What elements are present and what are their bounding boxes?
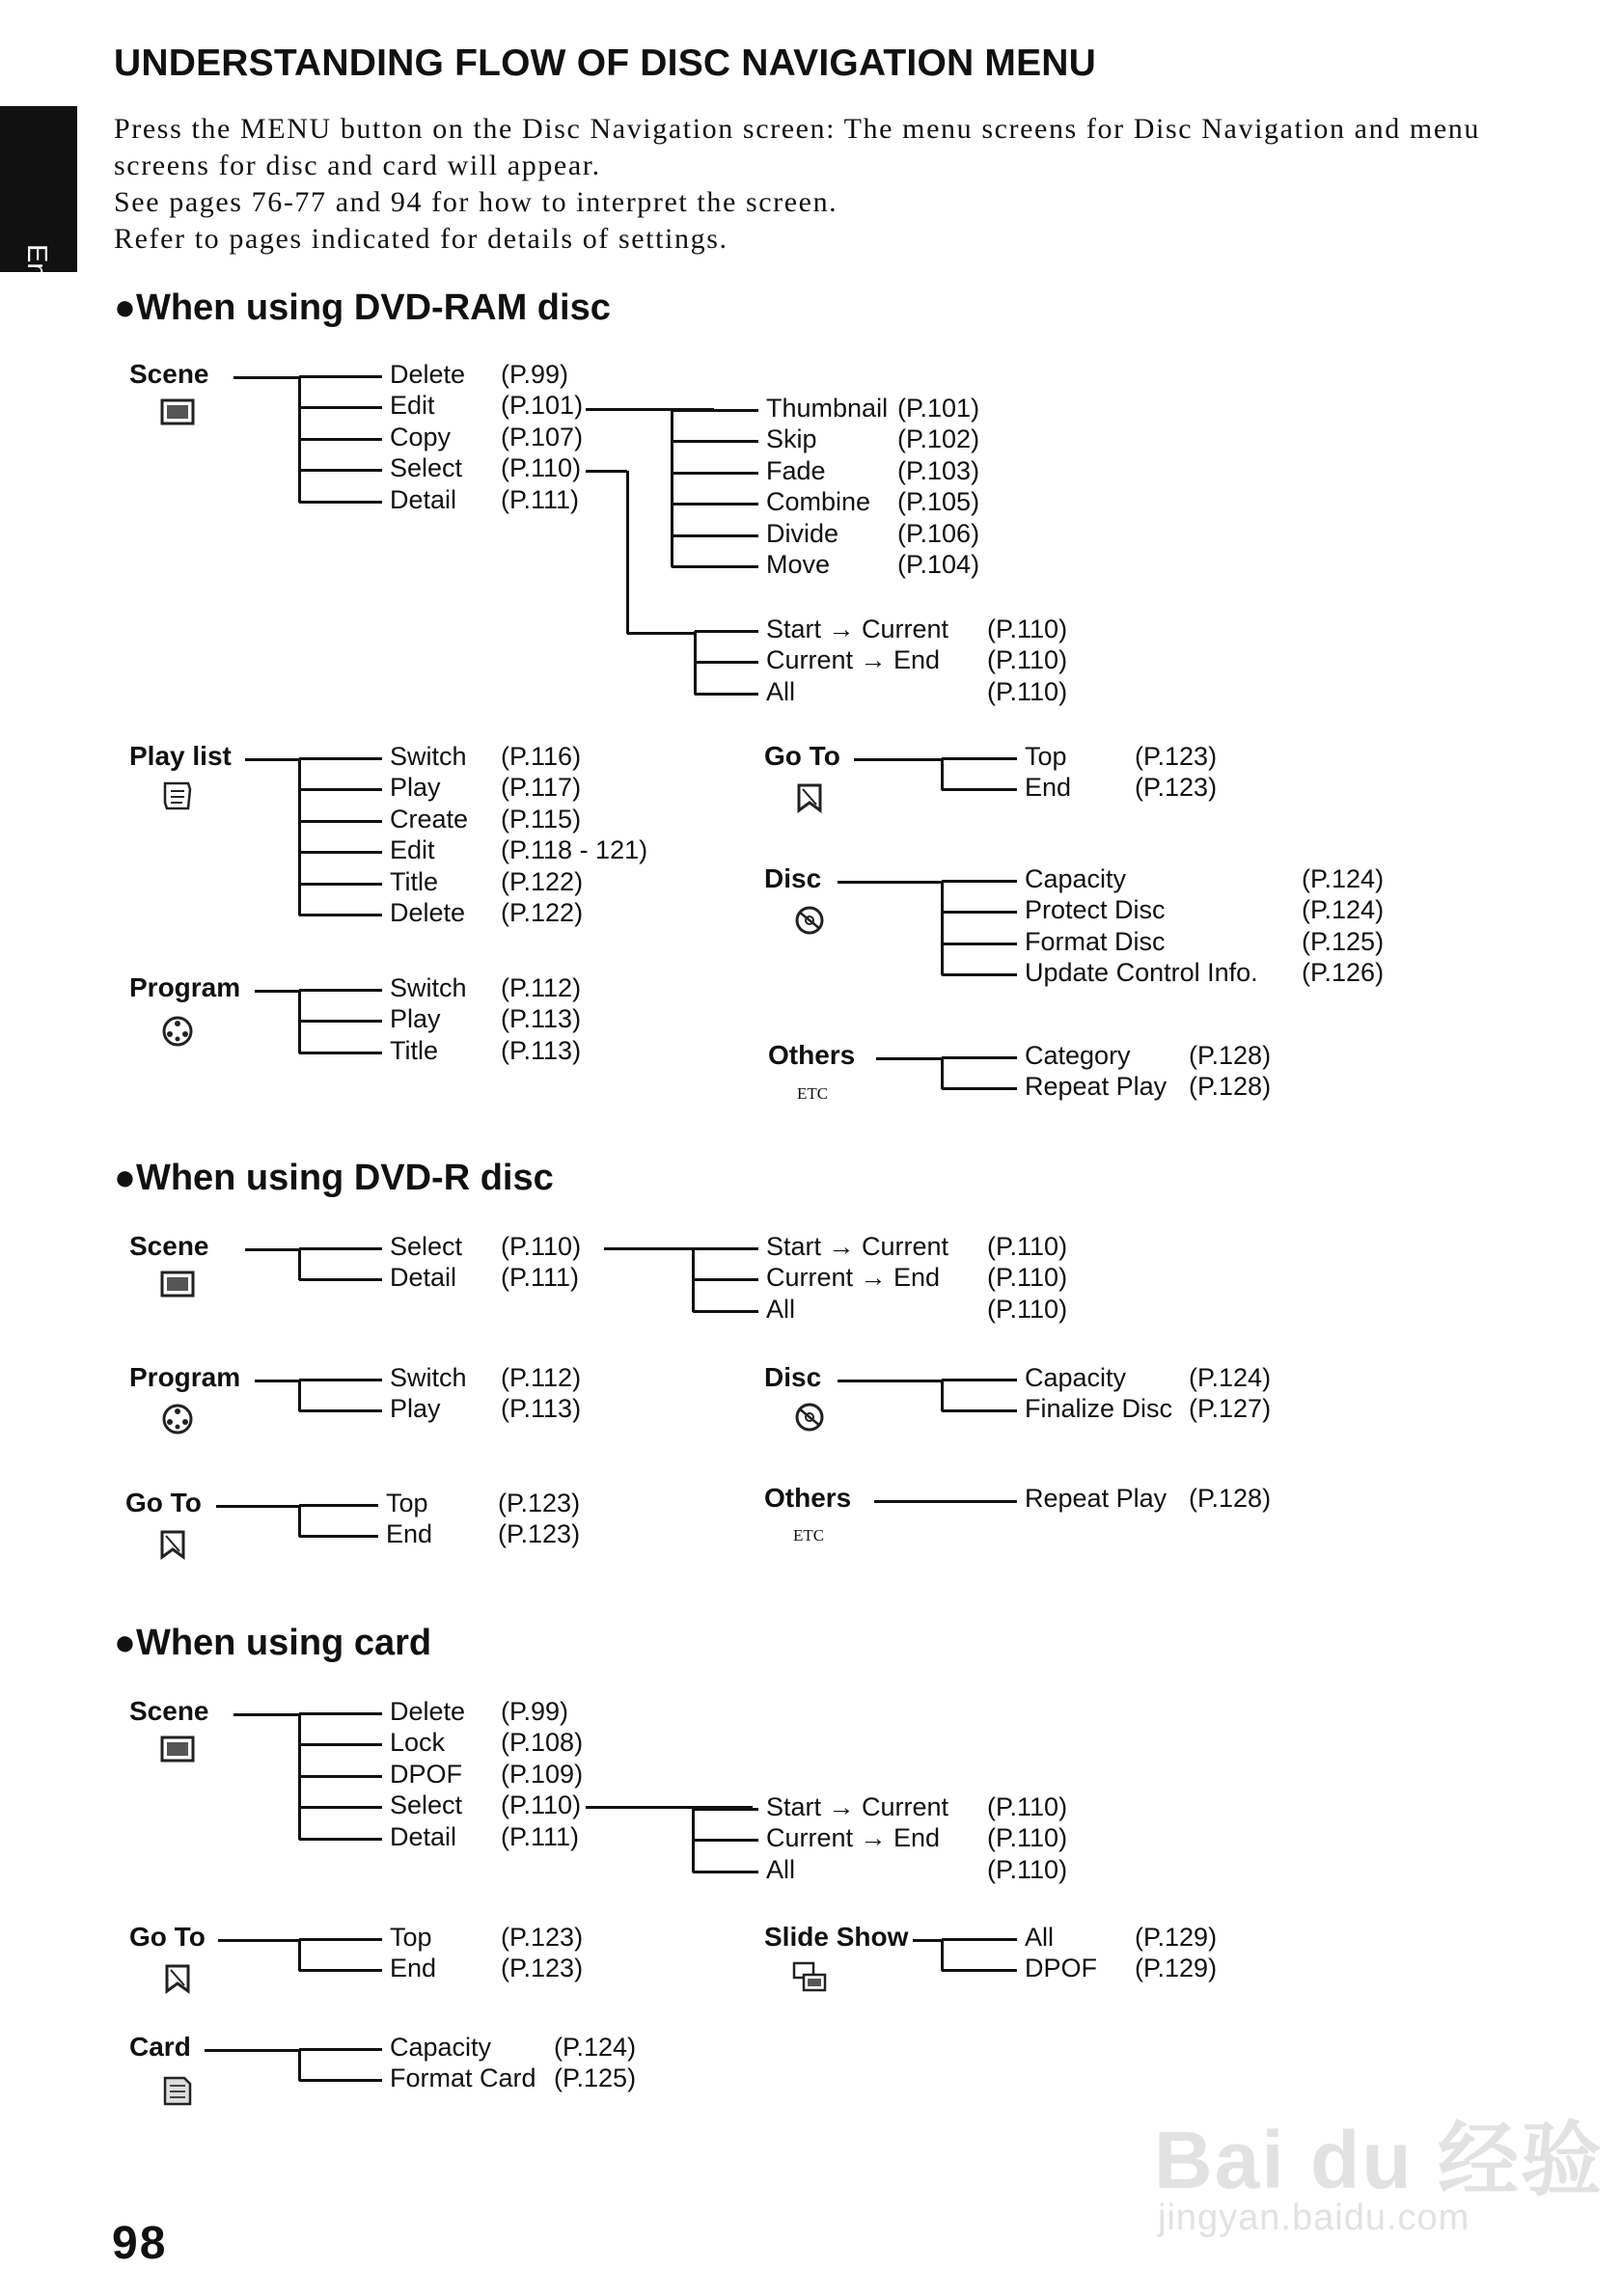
dvdram-edit-sub-item: Combine	[766, 487, 871, 517]
goto-icon	[154, 1526, 191, 1563]
dvdram-playlist-item: Play	[390, 773, 441, 803]
dvdram-playlist-item: Delete	[390, 898, 466, 927]
connector-line	[298, 759, 301, 916]
connector-line	[695, 630, 758, 633]
connector-line	[299, 757, 382, 760]
card-goto-item: Top	[390, 1923, 432, 1952]
card-select-sub-ref: (P.110)	[987, 1854, 1068, 1884]
card-scene-ref: (P.110)	[501, 1790, 582, 1820]
dvdram-playlist-item: Edit	[390, 835, 435, 865]
dvdram-scene-item: Select	[390, 453, 463, 483]
connector-line	[299, 469, 382, 472]
connector-line	[941, 1058, 944, 1089]
scene-icon	[159, 394, 196, 430]
card-card-item: Format Card	[390, 2064, 536, 2093]
dvdram-playlist-ref: (P.117)	[501, 773, 582, 803]
dvdram-select-sub-item: All	[766, 676, 796, 706]
connector-line	[299, 1743, 382, 1746]
dvdram-disc-ref: (P.125)	[1302, 926, 1385, 956]
card-goto-ref: (P.123)	[501, 1954, 584, 1983]
dvdr-disc-ref: (P.127)	[1189, 1394, 1272, 1424]
dvdr-program-label: Program	[129, 1362, 241, 1392]
connector-line	[299, 1775, 382, 1778]
connector-line	[693, 1839, 758, 1842]
connector-line	[299, 1838, 382, 1841]
connector-line	[255, 990, 299, 993]
card-slideshow-item: All	[1025, 1923, 1055, 1952]
dvdram-playlist-label: Play list	[129, 741, 232, 771]
dvdram-edit-sub-ref: (P.102)	[897, 424, 980, 454]
dvdr-goto-label: Go To	[125, 1488, 202, 1517]
connector-line	[942, 880, 1017, 883]
connector-line	[299, 788, 382, 791]
card-scene-item: DPOF	[390, 1759, 463, 1789]
dvdr-goto-item: End	[386, 1519, 433, 1549]
dvdram-disc-ref: (P.126)	[1302, 958, 1385, 988]
dvdram-edit-sub-item: Fade	[766, 455, 826, 485]
dvdram-scene-ref: (P.111)	[501, 484, 580, 514]
connector-line	[942, 1969, 1017, 1972]
dvdram-edit-sub-ref: (P.104)	[897, 550, 980, 579]
language-tab	[0, 106, 77, 337]
slideshow-icon	[791, 1958, 828, 1995]
card-select-sub-ref: (P.110)	[987, 1792, 1068, 1821]
connector-line	[298, 1249, 301, 1280]
goto-icon	[159, 1960, 196, 1997]
dvdram-program-item: Title	[390, 1035, 439, 1065]
dvdram-disc-ref: (P.124)	[1302, 864, 1385, 893]
card-card-ref: (P.124)	[554, 2033, 637, 2062]
connector-line	[299, 989, 382, 992]
connector-line	[672, 409, 758, 412]
connector-line	[299, 1379, 382, 1381]
dvdr-disc-item: Finalize Disc	[1025, 1394, 1173, 1424]
card-scene-ref: (P.108)	[501, 1728, 584, 1758]
dvdram-playlist-item: Switch	[390, 742, 467, 771]
dvdram-playlist-ref: (P.122)	[501, 866, 584, 896]
connector-line	[693, 1310, 758, 1313]
connector-line	[672, 565, 758, 568]
card-scene-item: Detail	[390, 1821, 457, 1851]
connector-line	[693, 1871, 758, 1873]
page-number: 98	[112, 2218, 168, 2269]
connector-line	[941, 882, 944, 975]
dvdram-disc-label: Disc	[764, 863, 822, 893]
dvdram-disc-ref: (P.124)	[1302, 895, 1385, 925]
dvdr-select-sub-item: All	[766, 1294, 796, 1324]
dvdr-select-sub-item: Start → Current	[766, 1232, 949, 1261]
connector-line	[942, 1409, 1017, 1412]
dvdram-program-ref: (P.113)	[501, 1035, 582, 1065]
dvdram-scene-label: Scene	[129, 359, 209, 389]
connector-line	[245, 1248, 299, 1251]
card-scene-item: Lock	[390, 1728, 446, 1758]
dvdram-edit-sub-item: Thumbnail	[766, 394, 889, 423]
dvdr-disc-item: Capacity	[1025, 1363, 1127, 1392]
program-icon	[159, 1401, 196, 1437]
dvdr-disc-ref: (P.124)	[1189, 1363, 1272, 1392]
page-title: UNDERSTANDING FLOW OF DISC NAVIGATION MENU	[114, 42, 1097, 84]
dvdram-edit-sub-ref: (P.106)	[897, 518, 980, 548]
etc-icon: ETC	[797, 1084, 829, 1103]
dvdram-program-item: Switch	[390, 973, 467, 1002]
dvdram-disc-item: Capacity	[1025, 864, 1127, 893]
card-select-sub-item: Current → End	[766, 1823, 941, 1853]
dvdram-playlist-item: Title	[390, 866, 439, 896]
dvdram-select-sub-ref: (P.110)	[987, 676, 1068, 706]
dvdr-scene-ref: (P.110)	[501, 1232, 582, 1261]
playlist-icon	[159, 778, 196, 814]
section-heading-card: ●When using card	[114, 1623, 432, 1663]
dvdram-edit-sub-ref: (P.101)	[897, 394, 980, 423]
dvdram-goto-item: End	[1025, 773, 1072, 803]
connector-line	[672, 503, 758, 506]
dvdr-scene-item: Detail	[390, 1263, 457, 1293]
dvdram-goto-label: Go To	[764, 741, 840, 771]
goto-icon	[791, 779, 828, 816]
connector-line	[672, 472, 758, 475]
dvdram-playlist-ref: (P.118 - 121)	[501, 835, 648, 865]
card-goto-item: End	[390, 1954, 437, 1983]
dvdram-select-sub-ref: (P.110)	[987, 615, 1068, 643]
dvdr-select-sub-item: Current → End	[766, 1263, 941, 1293]
disc-icon	[791, 1399, 828, 1435]
dvdram-edit-sub-item: Move	[766, 550, 831, 579]
dvdr-others-label: Others	[764, 1483, 852, 1513]
connector-line	[299, 2079, 382, 2082]
card-scene-item: Delete	[390, 1697, 466, 1726]
disc-icon	[791, 902, 828, 939]
connector-line	[693, 1808, 758, 1811]
connector-line	[299, 1806, 382, 1809]
dvdram-playlist-ref: (P.116)	[501, 742, 582, 771]
connector-line	[299, 883, 382, 886]
card-goto-ref: (P.123)	[501, 1923, 584, 1952]
dvdram-disc-item: Protect Disc	[1025, 895, 1166, 925]
dvdr-program-item: Play	[390, 1394, 441, 1424]
connector-line	[876, 1057, 942, 1060]
dvdram-select-sub-item: Start → Current	[766, 615, 949, 643]
card-goto-label: Go To	[129, 1922, 206, 1952]
connector-line	[299, 1052, 382, 1054]
connector-line	[299, 1247, 382, 1250]
watermark-logo: Bai du 经验	[1154, 2115, 1605, 2205]
dvdr-goto-item: Top	[386, 1489, 428, 1517]
card-card-label: Card	[129, 2032, 191, 2062]
card-scene-ref: (P.99)	[501, 1697, 569, 1726]
connector-line	[942, 1379, 1017, 1381]
dvdram-program-label: Program	[129, 972, 241, 1002]
connector-line	[672, 534, 758, 537]
connector-line	[299, 375, 382, 378]
card-select-sub-item: All	[766, 1854, 796, 1884]
dvdram-others-item: Repeat Play	[1025, 1072, 1168, 1102]
connector-line	[626, 471, 629, 634]
card-scene-ref: (P.111)	[501, 1821, 580, 1851]
connector-line	[299, 1712, 382, 1715]
connector-line	[941, 759, 944, 790]
dvdr-others-ref: (P.128)	[1189, 1484, 1272, 1513]
card-select-sub-item: Start → Current	[766, 1792, 949, 1821]
card-slideshow-label: Slide Show	[764, 1922, 909, 1952]
connector-line	[298, 1506, 301, 1537]
dvdram-disc-item: Update Control Info.	[1025, 958, 1258, 988]
connector-line	[298, 2050, 301, 2081]
connector-line	[838, 881, 942, 884]
scene-icon	[159, 1731, 196, 1767]
card-slideshow-ref: (P.129)	[1135, 1923, 1218, 1952]
connector-line	[218, 1939, 299, 1942]
dvdram-scene-ref: (P.99)	[501, 360, 569, 389]
connector-line	[299, 1020, 382, 1023]
dvdram-program-ref: (P.113)	[501, 1004, 582, 1034]
connector-line	[942, 1087, 1017, 1090]
dvdr-select-sub-ref: (P.110)	[987, 1263, 1068, 1293]
program-icon	[159, 1013, 196, 1050]
dvdram-scene-item: Copy	[390, 422, 452, 451]
connector-line	[299, 820, 382, 823]
connector-line	[299, 1504, 378, 1507]
card-scene-label: Scene	[129, 1696, 209, 1726]
dvdram-scene-ref: (P.101)	[501, 391, 584, 421]
dvdram-goto-ref: (P.123)	[1135, 742, 1218, 771]
dvdram-scene-ref: (P.110)	[501, 453, 582, 483]
connector-line	[942, 757, 1017, 760]
connector-line	[695, 693, 758, 696]
connector-line	[586, 470, 627, 473]
connector-line	[874, 1500, 1017, 1503]
intro-line: Press the MENU button on the Disc Navigation screen: The menu screens for Disc Navigation and menu	[114, 113, 1480, 145]
dvdram-goto-item: Top	[1025, 742, 1067, 771]
connector-line	[298, 1380, 301, 1411]
connector-line	[942, 788, 1017, 791]
connector-line	[299, 1535, 378, 1538]
dvdram-scene-ref: (P.107)	[501, 422, 584, 451]
connector-line	[299, 501, 382, 504]
connector-line	[838, 1380, 942, 1382]
intro-paragraph	[114, 111, 1480, 258]
connector-line	[942, 1056, 1017, 1059]
connector-line	[299, 1938, 382, 1941]
connector-line	[205, 2049, 299, 2052]
connector-line	[854, 758, 942, 761]
connector-line	[942, 943, 1017, 945]
connector-line	[216, 1505, 299, 1508]
connector-line	[693, 1247, 758, 1250]
connector-line	[299, 1278, 382, 1281]
card-slideshow-ref: (P.129)	[1135, 1954, 1218, 1983]
connector-line	[672, 440, 758, 443]
dvdr-program-item: Switch	[390, 1363, 467, 1392]
connector-line	[627, 632, 695, 635]
language-tab-label: English	[21, 244, 52, 337]
connector-line	[299, 2048, 382, 2051]
connector-line	[299, 914, 382, 916]
card-card-ref: (P.125)	[554, 2064, 637, 2093]
dvdram-program-ref: (P.112)	[501, 973, 582, 1002]
dvdram-select-sub-ref: (P.110)	[987, 645, 1068, 675]
dvdram-scene-item: Detail	[390, 484, 457, 514]
connector-line	[671, 410, 673, 567]
dvdram-program-item: Play	[390, 1004, 441, 1034]
connector-line	[913, 1939, 942, 1942]
dvdr-goto-ref: (P.123)	[498, 1519, 581, 1549]
dvdram-select-sub-item: Current → End	[766, 645, 941, 675]
dvdram-others-item: Category	[1025, 1041, 1131, 1070]
card-slideshow-item: DPOF	[1025, 1954, 1098, 1983]
dvdram-edit-sub-item: Skip	[766, 424, 817, 454]
dvdram-edit-sub-ref: (P.105)	[897, 487, 980, 517]
connector-line	[245, 758, 299, 761]
intro-line: Refer to pages indicated for details of settings.	[114, 223, 728, 255]
dvdram-edit-sub-ref: (P.103)	[897, 455, 980, 485]
intro-line: See pages 76-77 and 94 for how to interpret the screen.	[114, 186, 838, 218]
dvdram-goto-ref: (P.123)	[1135, 773, 1218, 803]
card-card-item: Capacity	[390, 2033, 492, 2062]
dvdram-others-ref: (P.128)	[1189, 1041, 1272, 1070]
card-scene-ref: (P.109)	[501, 1759, 584, 1789]
dvdram-scene-item: Edit	[390, 391, 435, 421]
dvdram-edit-sub-item: Divide	[766, 518, 839, 548]
connector-line	[234, 376, 299, 379]
dvdram-playlist-ref: (P.122)	[501, 898, 584, 927]
dvdram-playlist-item: Create	[390, 804, 469, 834]
scene-icon	[159, 1266, 196, 1302]
connector-line	[692, 1248, 695, 1312]
connector-line	[942, 973, 1017, 976]
connector-line	[1013, 1500, 1017, 1503]
section-heading-dvd-ram: ●When using DVD-RAM disc	[114, 287, 611, 328]
connector-line	[941, 1940, 944, 1971]
card-select-sub-ref: (P.110)	[987, 1823, 1068, 1853]
dvdram-playlist-ref: (P.115)	[501, 804, 582, 834]
dvdr-program-ref: (P.112)	[501, 1363, 582, 1392]
connector-line	[942, 911, 1017, 914]
connector-line	[941, 1380, 944, 1411]
card-icon	[159, 2072, 196, 2109]
connector-line	[299, 1409, 382, 1412]
connector-line	[299, 438, 382, 441]
dvdr-others-item: Repeat Play	[1025, 1484, 1168, 1513]
dvdr-scene-item: Select	[390, 1232, 463, 1261]
dvdr-goto-ref: (P.123)	[498, 1489, 581, 1517]
dvdr-select-sub-ref: (P.110)	[987, 1232, 1068, 1261]
connector-line	[299, 406, 382, 409]
dvdr-select-sub-ref: (P.110)	[987, 1294, 1068, 1324]
dvdram-others-ref: (P.128)	[1189, 1072, 1272, 1102]
card-scene-item: Select	[390, 1790, 463, 1820]
connector-line	[942, 1938, 1017, 1941]
etc-icon: ETC	[793, 1526, 825, 1544]
connector-line	[692, 1809, 695, 1872]
watermark-url: jingyan.baidu.com	[1158, 2198, 1470, 2238]
dvdr-scene-label: Scene	[129, 1231, 209, 1261]
connector-line	[693, 1278, 758, 1281]
connector-line	[298, 1940, 301, 1971]
connector-line	[255, 1380, 299, 1382]
connector-line	[694, 631, 697, 695]
connector-line	[299, 851, 382, 854]
dvdr-scene-ref: (P.111)	[501, 1263, 580, 1293]
dvdr-disc-label: Disc	[764, 1362, 822, 1392]
dvdram-disc-item: Format Disc	[1025, 926, 1166, 956]
dvdram-others-label: Others	[768, 1040, 856, 1070]
section-heading-dvd-r: ●When using DVD-R disc	[114, 1158, 554, 1198]
connector-line	[299, 1969, 382, 1972]
dvdram-scene-item: Delete	[390, 360, 466, 389]
dvdr-program-ref: (P.113)	[501, 1394, 582, 1424]
connector-line	[695, 661, 758, 664]
connector-line	[234, 1713, 299, 1716]
intro-line: screens for disc and card will appear.	[114, 150, 601, 181]
